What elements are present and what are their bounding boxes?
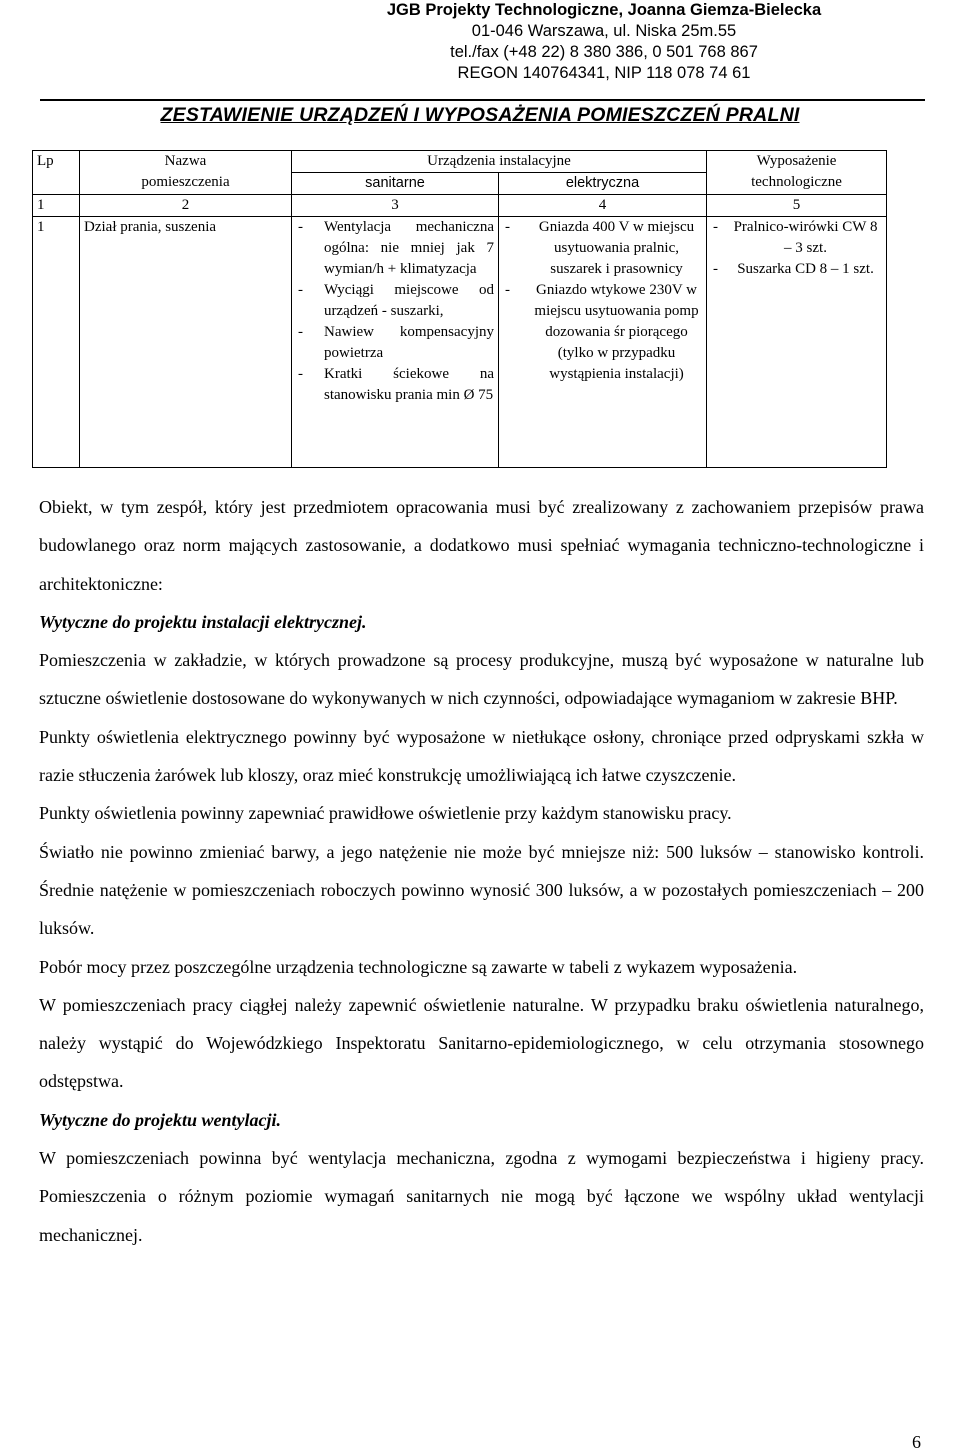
row-sanitary — [292, 217, 499, 468]
paragraph: Punkty oświetlenia powinny zapewniać prawidłowe oświetlenie przy każdym stanowisku pracy. — [39, 803, 732, 824]
col-number-3: 3 — [292, 195, 499, 217]
section-heading-electrical: Wytyczne do projektu instalacji elektrycznej. — [39, 611, 367, 632]
col-number-2: 2 — [80, 195, 292, 217]
table-row — [33, 217, 887, 468]
paragraph: Obiekt, w tym zespół, który jest przedmiotem opracowania musi być zrealizowany z zachowaniem przepisów prawa budowlanego oraz norm mających zastosowanie, a dodatkowo musi spełniać wymagania techniczno-technologiczne i architektoniczne: — [39, 497, 924, 594]
paragraph: Światło nie powinno zmieniać barwy, a jego natężenie nie może być mniejsze niż: 500 luksów – stanowisko kontroli. Średnie natężenie w pomieszczeniach roboczych powinno wynosić 300 luksów, a w pozostałych pomieszczeniach – 200 luksów. — [39, 841, 924, 939]
header-rule — [40, 99, 925, 101]
page-number: 6 — [912, 1432, 921, 1452]
list-item: - Wyciągi miejscowe od urządzeń - suszarki, — [296, 280, 494, 322]
company-regon: REGON 140764341, NIP 118 078 74 61 — [457, 64, 751, 82]
col-header-equipment — [707, 151, 887, 195]
document-body — [39, 488, 924, 1254]
document-title: ZESTAWIENIE URZĄDZEŃ I WYPOSAŻENIA POMIESZCZEŃ PRALNI — [160, 104, 800, 126]
company-phone: tel./fax (+48 22) 8 380 386, 0 501 768 867 — [450, 43, 758, 61]
col-number-5: 5 — [707, 195, 887, 217]
list-item: - Gniazdo wtykowe 230V w miejscu usytuowania pomp dozowania śr piorącego (tylko w przypadku wystąpienia instalacji) — [503, 280, 702, 385]
col-number-1: 1 — [33, 195, 80, 217]
paragraph: W pomieszczeniach pracy ciągłej należy zapewnić oświetlenie naturalne. W przypadku braku oświetlenia naturalnego, należy wystąpić do Wojewódzkiego Inspektoratu Sanitarno-epidemiologicznego, w celu otrzymania stosownego odstępstwa. — [39, 994, 924, 1092]
col-header-name-line2: pomieszczenia — [141, 174, 230, 190]
row-equipment — [707, 217, 887, 468]
col-header-equipment-line1: Wyposażenie — [756, 153, 837, 169]
list-item: - Pralnico-wirówki CW 8 – 3 szt. — [711, 217, 882, 259]
col-header-electrical: elektryczna — [499, 173, 707, 195]
col-header-equipment-line2: technologiczne — [751, 174, 842, 190]
table-number-row — [33, 195, 887, 217]
paragraph: W pomieszczeniach powinna być wentylacja mechaniczna, zgodna z wymogami bezpieczeństwa i higieny pracy. Pomieszczenia o różnym poziomie wymagań sanitarnych nie mogą być łączone we wspólny układ wentylacji mechanicznej. — [39, 1148, 924, 1245]
table-header-row-1 — [33, 151, 887, 173]
row-room-name: Dział prania, suszenia — [80, 217, 292, 468]
list-item: - Wentylacja mechaniczna ogólna: nie mniej jak 7 wymian/h + klimatyzacja — [296, 217, 494, 280]
equipment-table — [32, 150, 887, 468]
paragraph: Pobór mocy przez poszczególne urządzenia technologiczne są zawarte w tabeli z wykazem wyposażenia. — [39, 956, 798, 977]
col-header-name — [80, 151, 292, 195]
list-item: - Gniazda 400 V w miejscu usytuowania pralnic, suszarek i prasownicy — [503, 217, 702, 280]
list-item: - Kratki ściekowe na stanowisku prania min Ø 75 — [296, 364, 494, 406]
col-header-sanitary: sanitarne — [292, 173, 499, 195]
col-header-name-line1: Nazwa — [164, 153, 207, 169]
paragraph: Pomieszczenia w zakładzie, w których prowadzone są procesy produkcyjne, muszą być wyposażone w naturalne lub sztuczne oświetlenie dostosowane do wykonywanych w nich czynności, odpowiadające wymaganiom w zakresie BHP. — [39, 650, 924, 709]
list-item: - Nawiew kompensacyjny powietrza — [296, 322, 494, 364]
col-header-installations: Urządzenia instalacyjne — [292, 151, 707, 173]
row-electrical — [499, 217, 707, 468]
row-lp: 1 — [33, 217, 80, 468]
company-address: 01-046 Warszawa, ul. Niska 25m.55 — [471, 22, 737, 40]
col-number-4: 4 — [499, 195, 707, 217]
letterhead — [364, 0, 844, 84]
col-header-lp: Lp — [33, 151, 80, 195]
list-item: - Suszarka CD 8 – 1 szt. — [711, 259, 882, 280]
paragraph: Punkty oświetlenia elektrycznego powinny być wyposażone w nietłukące osłony, chroniące przed odpryskami szkła w razie stłuczenia żarówek lub kloszy, oraz mieć konstrukcję umożliwiającą ich łatwe czyszczenie. — [39, 726, 924, 786]
section-heading-ventilation: Wytyczne do projektu wentylacji. — [39, 1109, 281, 1130]
company-name: JGB Projekty Technologiczne, Joanna Giemza-Bielecka — [386, 1, 822, 19]
